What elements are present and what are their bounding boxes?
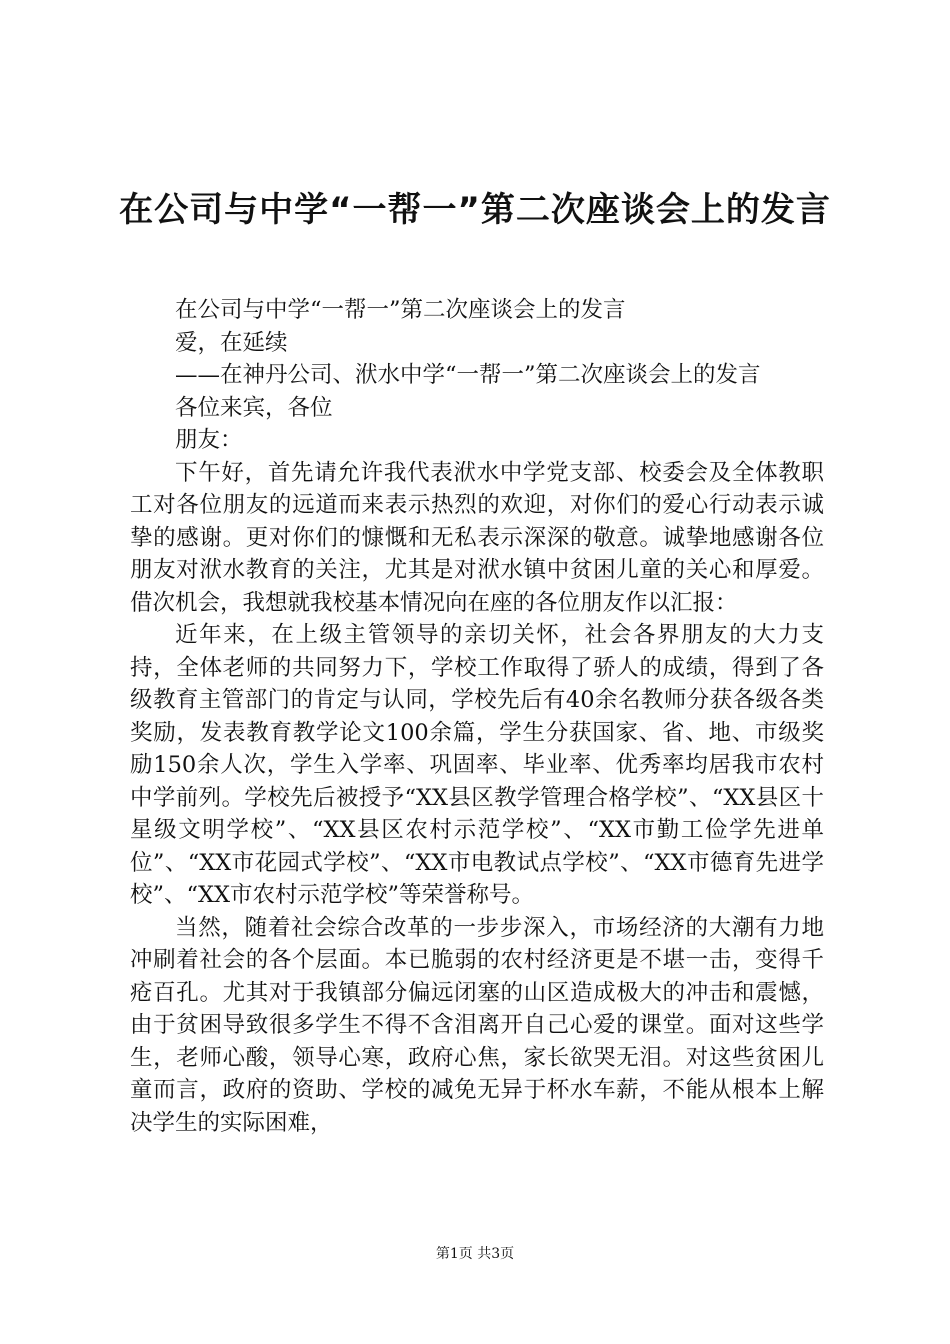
page-number-footer: 第1页 共3页 <box>435 1246 515 1262</box>
paragraph-body-2: 近年来，在上级主管领导的亲切关怀，社会各界朋友的大力支持，全体老师的共同努力下，学校工作取得了骄人的成绩，得到了各级教育主管部门的肯定与认同，学校先后有40余名教师分获各级各类奖励，发表教育教学论文100余篇，学生分获国家、省、地、市级奖励150余人次，学生入学率、巩固率、毕业率、优秀率均居我市农村中学前列。学校先后被授予“XX县区教学管理合格学校”、“XX县区十星级文明学校”、“XX县区农村示范学校”、“XX市勤工俭学先进单位”、“XX市花园式学校”、“XX市电教试点学校”、“XX市德育先进学校”、“XX市农村示范学校”等荣誉称号。 <box>130 622 824 908</box>
paragraph-body-3: 当然，随着社会综合改革的一步步深入，市场经济的大潮有力地冲刷着社会的各个层面。本已脆弱的农村经济更是不堪一击，变得千疮百孔。尤其对于我镇部分偏远闭塞的山区造成极大的冲击和震憾，由于贫困导致很多学生不得不含泪离开自己心爱的课堂。面对这些学生，老师心酸，领导心寒，政府心焦，家长欲哭无泪。对这些贫困儿童而言，政府的资助、学校的减免无异于杯水车薪，不能从根本上解决学生的实际困难， <box>130 914 824 1136</box>
document-body <box>130 294 824 1139</box>
document-title: 在公司与中学“一帮一”第二次座谈会上的发言 <box>119 190 831 230</box>
paragraph-salutation-1: 各位来宾，各位 <box>175 394 333 421</box>
paragraph-heading: 爱，在延续 <box>175 329 288 356</box>
paragraph-body-1: 下午好，首先请允许我代表洑水中学党支部、校委会及全体教职工对各位朋友的远道而来表示热烈的欢迎，对你们的爱心行动表示诚挚的感谢。更对你们的慷慨和无私表示深深的敬意。诚挚地感谢各位朋友对洑水教育的关注，尤其是对洑水镇中贫困儿童的关心和厚爱。借次机会，我想就我校基本情况向在座的各位朋友作以汇报： <box>130 459 824 616</box>
paragraph-subtitle: 在公司与中学“一帮一”第二次座谈会上的发言 <box>175 297 626 323</box>
paragraph-byline: ——在神丹公司、洑水中学“一帮一”第二次座谈会上的发言 <box>175 362 761 388</box>
paragraph-salutation-2: 朋友： <box>175 427 243 453</box>
